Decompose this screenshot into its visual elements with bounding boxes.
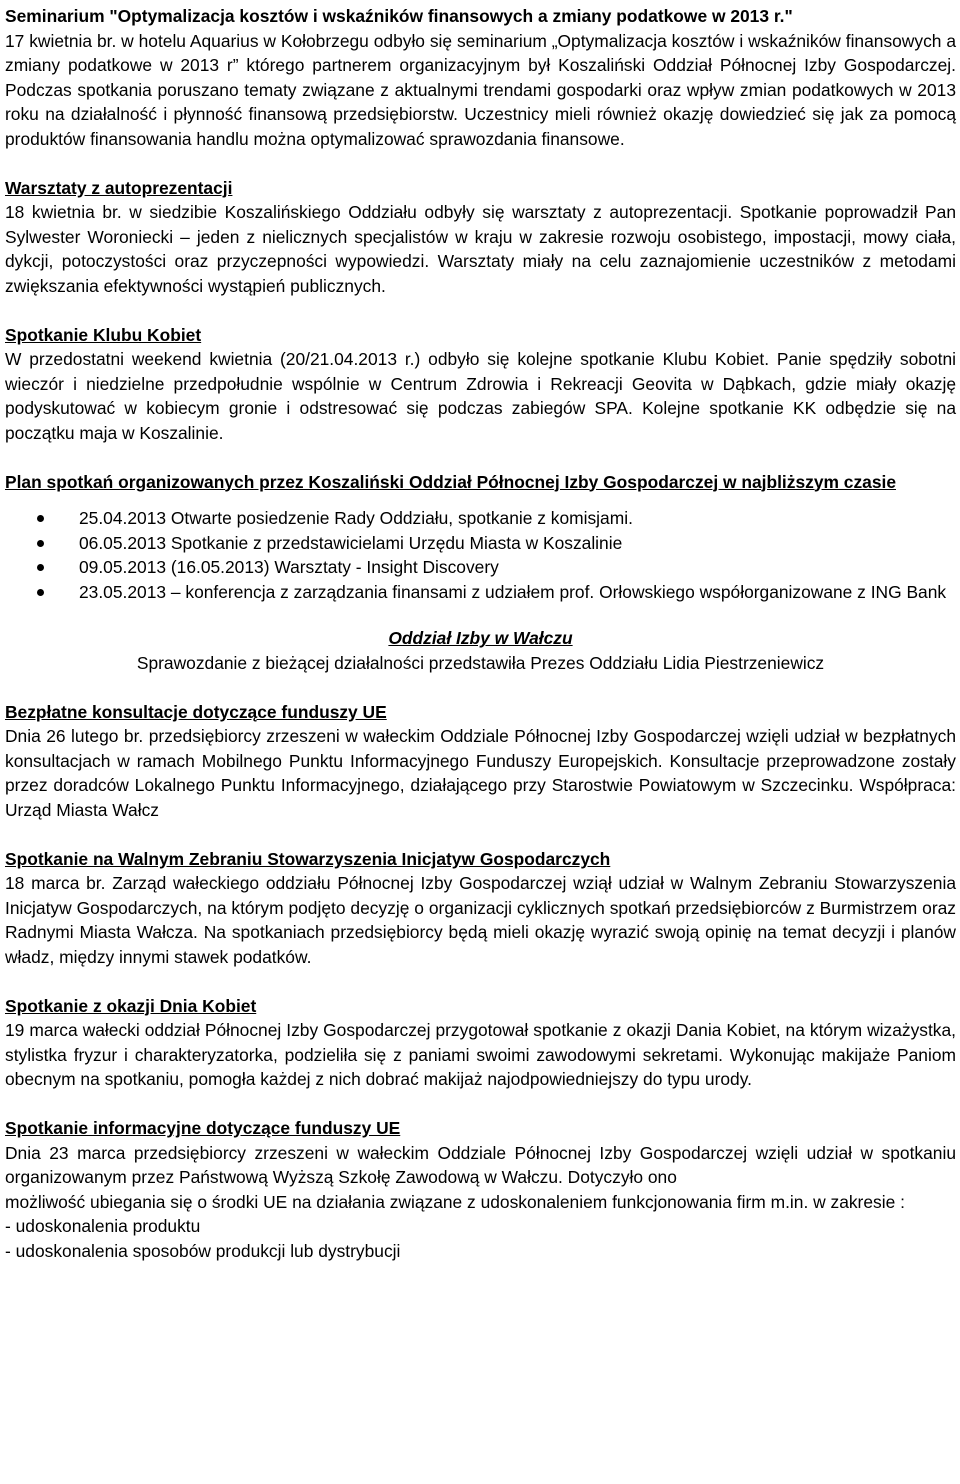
warsztaty-heading: Warsztaty z autoprezentacji — [5, 177, 233, 198]
klub-kobiet-heading: Spotkanie Klubu Kobiet — [5, 324, 202, 345]
konsultacje-paragraph: Dnia 26 lutego br. przedsiębiorcy zrzeszeni w wałeckim Oddziale Północnej Izby Gospodarczej wzięli udział w bezpłatnych konsultacjach w ramach Mobilnego Punktu Informacyjnego Funduszy Europejskich. Konsultacje przeprowadzone zostały przez doradców Lokalnego Punktu Informacyjnego, działającego przy Starostwie Powiatowym w Szczecinku. Współpraca: Urząd Miasta Wałcz — [5, 726, 956, 821]
seminar-paragraph: 17 kwietnia br. w hotelu Aquarius w Kołobrzegu odbyło się seminarium „Optymalizacja kosztów i wskaźników finansowych a zmiany podatkowe w 2013 r” którego partnerem organizacyjnym był Koszaliński Oddział Północnej Izby Gospodarczej. Podczas spotkania poruszano tematy związane z aktualnymi trendami gospodarki oraz wpływ zmian podatkowych w 2013 roku na działalność i płynność finansową przedsiębiorstw. Uczestnicy mieli również okazję dowiedzieć się jak za pomocą produktów finansowania handlu można optymalizować sprawozdania finansowe. — [5, 30, 956, 149]
plan-heading: Plan spotkań organizowanych przez Koszaliński Oddział Północnej Izby Gospodarczej w najbliższym czasie — [5, 471, 897, 492]
document-title: Seminarium "Optymalizacja kosztów i wskaźników finansowych a zmiany podatkowe w 2013 r." — [5, 6, 793, 26]
section-klub-kobiet — [5, 323, 956, 446]
informacyjne-list-item: - udoskonalenia sposobów produkcji lub dystrybucji — [5, 1240, 401, 1261]
section-konsultacje — [5, 700, 956, 823]
walcz-heading: Oddział Izby w Wałczu — [388, 628, 573, 649]
walcz-paragraph: Sprawozdanie z bieżącej działalności przedstawiła Prezes Oddziału Lidia Piestrzeniewicz — [136, 653, 825, 674]
section-plan — [5, 470, 956, 605]
informacyjne-paragraph: Dnia 23 marca przedsiębiorcy zrzeszeni w wałeckim Oddziale Północnej Izby Gospodarczej wzięli udział w spotkaniu organizowanym przez Państwową Wyższą Szkołę Zawodową w Wałczu. Dotyczyło ono — [5, 1142, 956, 1188]
section-walne-zebranie — [5, 847, 956, 970]
section-dzien-kobiet — [5, 994, 956, 1092]
informacyjne-list-item: - udoskonalenia produktu — [5, 1216, 201, 1237]
dzien-kobiet-heading: Spotkanie z okazji Dnia Kobiet — [5, 995, 257, 1016]
plan-item: 09.05.2013 (16.05.2013) Warsztaty - Insight Discovery — [79, 555, 956, 580]
walne-zebranie-heading: Spotkanie na Walnym Zebraniu Stowarzyszenia Inicjatyw Gospodarczych — [5, 848, 611, 869]
warsztaty-paragraph: 18 kwietnia br. w siedzibie Koszalińskiego Oddziału odbyły się warsztaty z autoprezentacji. Spotkanie poprowadził Pan Sylwester Woroniecki – jeden z nielicznych specjalistów w kraju w zakresie rozwoju osobistego, impostacji, mowy ciała, dykcji, potoczystości oraz przyczepności wypowiedzi. Warsztaty miały na celu zaznajomienie uczestników z metodami zwiększania efektywności wystąpień publicznych. — [5, 202, 956, 296]
dzien-kobiet-paragraph: 19 marca wałecki oddział Północnej Izby Gospodarczej przygotował spotkanie z okazji Dania Kobiet, na którym wizażystka, stylistka fryzur i charakteryzatorka, podzieliła się z paniami swoimi zawodowymi sekretami. Wykonując makijaże Paniom obecnym na spotkaniu, pomogła każdej z nich dobrać makijaż najodpowiedniejszy do typu urody. — [5, 1020, 956, 1090]
plan-list — [5, 506, 956, 604]
klub-kobiet-paragraph: W przedostatni weekend kwietnia (20/21.04.2013 r.) odbyło się kolejne spotkanie Klubu Kobiet. Panie spędziły sobotni wieczór i niedzielne przedpołudnie wspólnie w Centrum Zdrowia i Rekreacji Geovita w Dąbkach, gdzie miały okazję podyskutować w kobiecym gronie i odstresować się podczas zabiegów SPA. Kolejne spotkanie KK odbędzie się na początku maja w Koszalinie. — [5, 349, 956, 443]
informacyjne-paragraph-2: możliwość ubiegania się o środki UE na działania związane z udoskonaleniem funkcjonowania firm m.in. w zakresie : — [5, 1191, 905, 1212]
section-informacyjne — [5, 1116, 956, 1264]
section-warsztaty — [5, 176, 956, 299]
plan-item: 23.05.2013 – konferencja z zarządzania finansami z udziałem prof. Orłowskiego współorganizowane z ING Bank — [79, 580, 956, 605]
informacyjne-heading: Spotkanie informacyjne dotyczące funduszy UE — [5, 1117, 401, 1138]
plan-item: 25.04.2013 Otwarte posiedzenie Rady Oddziału, spotkanie z komisjami. — [79, 506, 956, 531]
walne-zebranie-paragraph: 18 marca br. Zarząd wałeckiego oddziału Północnej Izby Gospodarczej wziął udział w Walnym Zebraniu Stowarzyszenia Inicjatyw Gospodarczych, na którym podjęto decyzję o organizacji cyklicznych spotkań przedsiębiorców z Burmistrzem oraz Radnymi Miasta Wałcza. Na spotkaniach przedsiębiorcy będą mieli okazję wyrazić swoją opinię na temat decyzji i planów władz, między innymi stawek podatków. — [5, 873, 956, 967]
konsultacje-heading: Bezpłatne konsultacje dotyczące funduszy UE — [5, 701, 387, 722]
plan-item: 06.05.2013 Spotkanie z przedstawicielami Urzędu Miasta w Koszalinie — [79, 531, 956, 556]
